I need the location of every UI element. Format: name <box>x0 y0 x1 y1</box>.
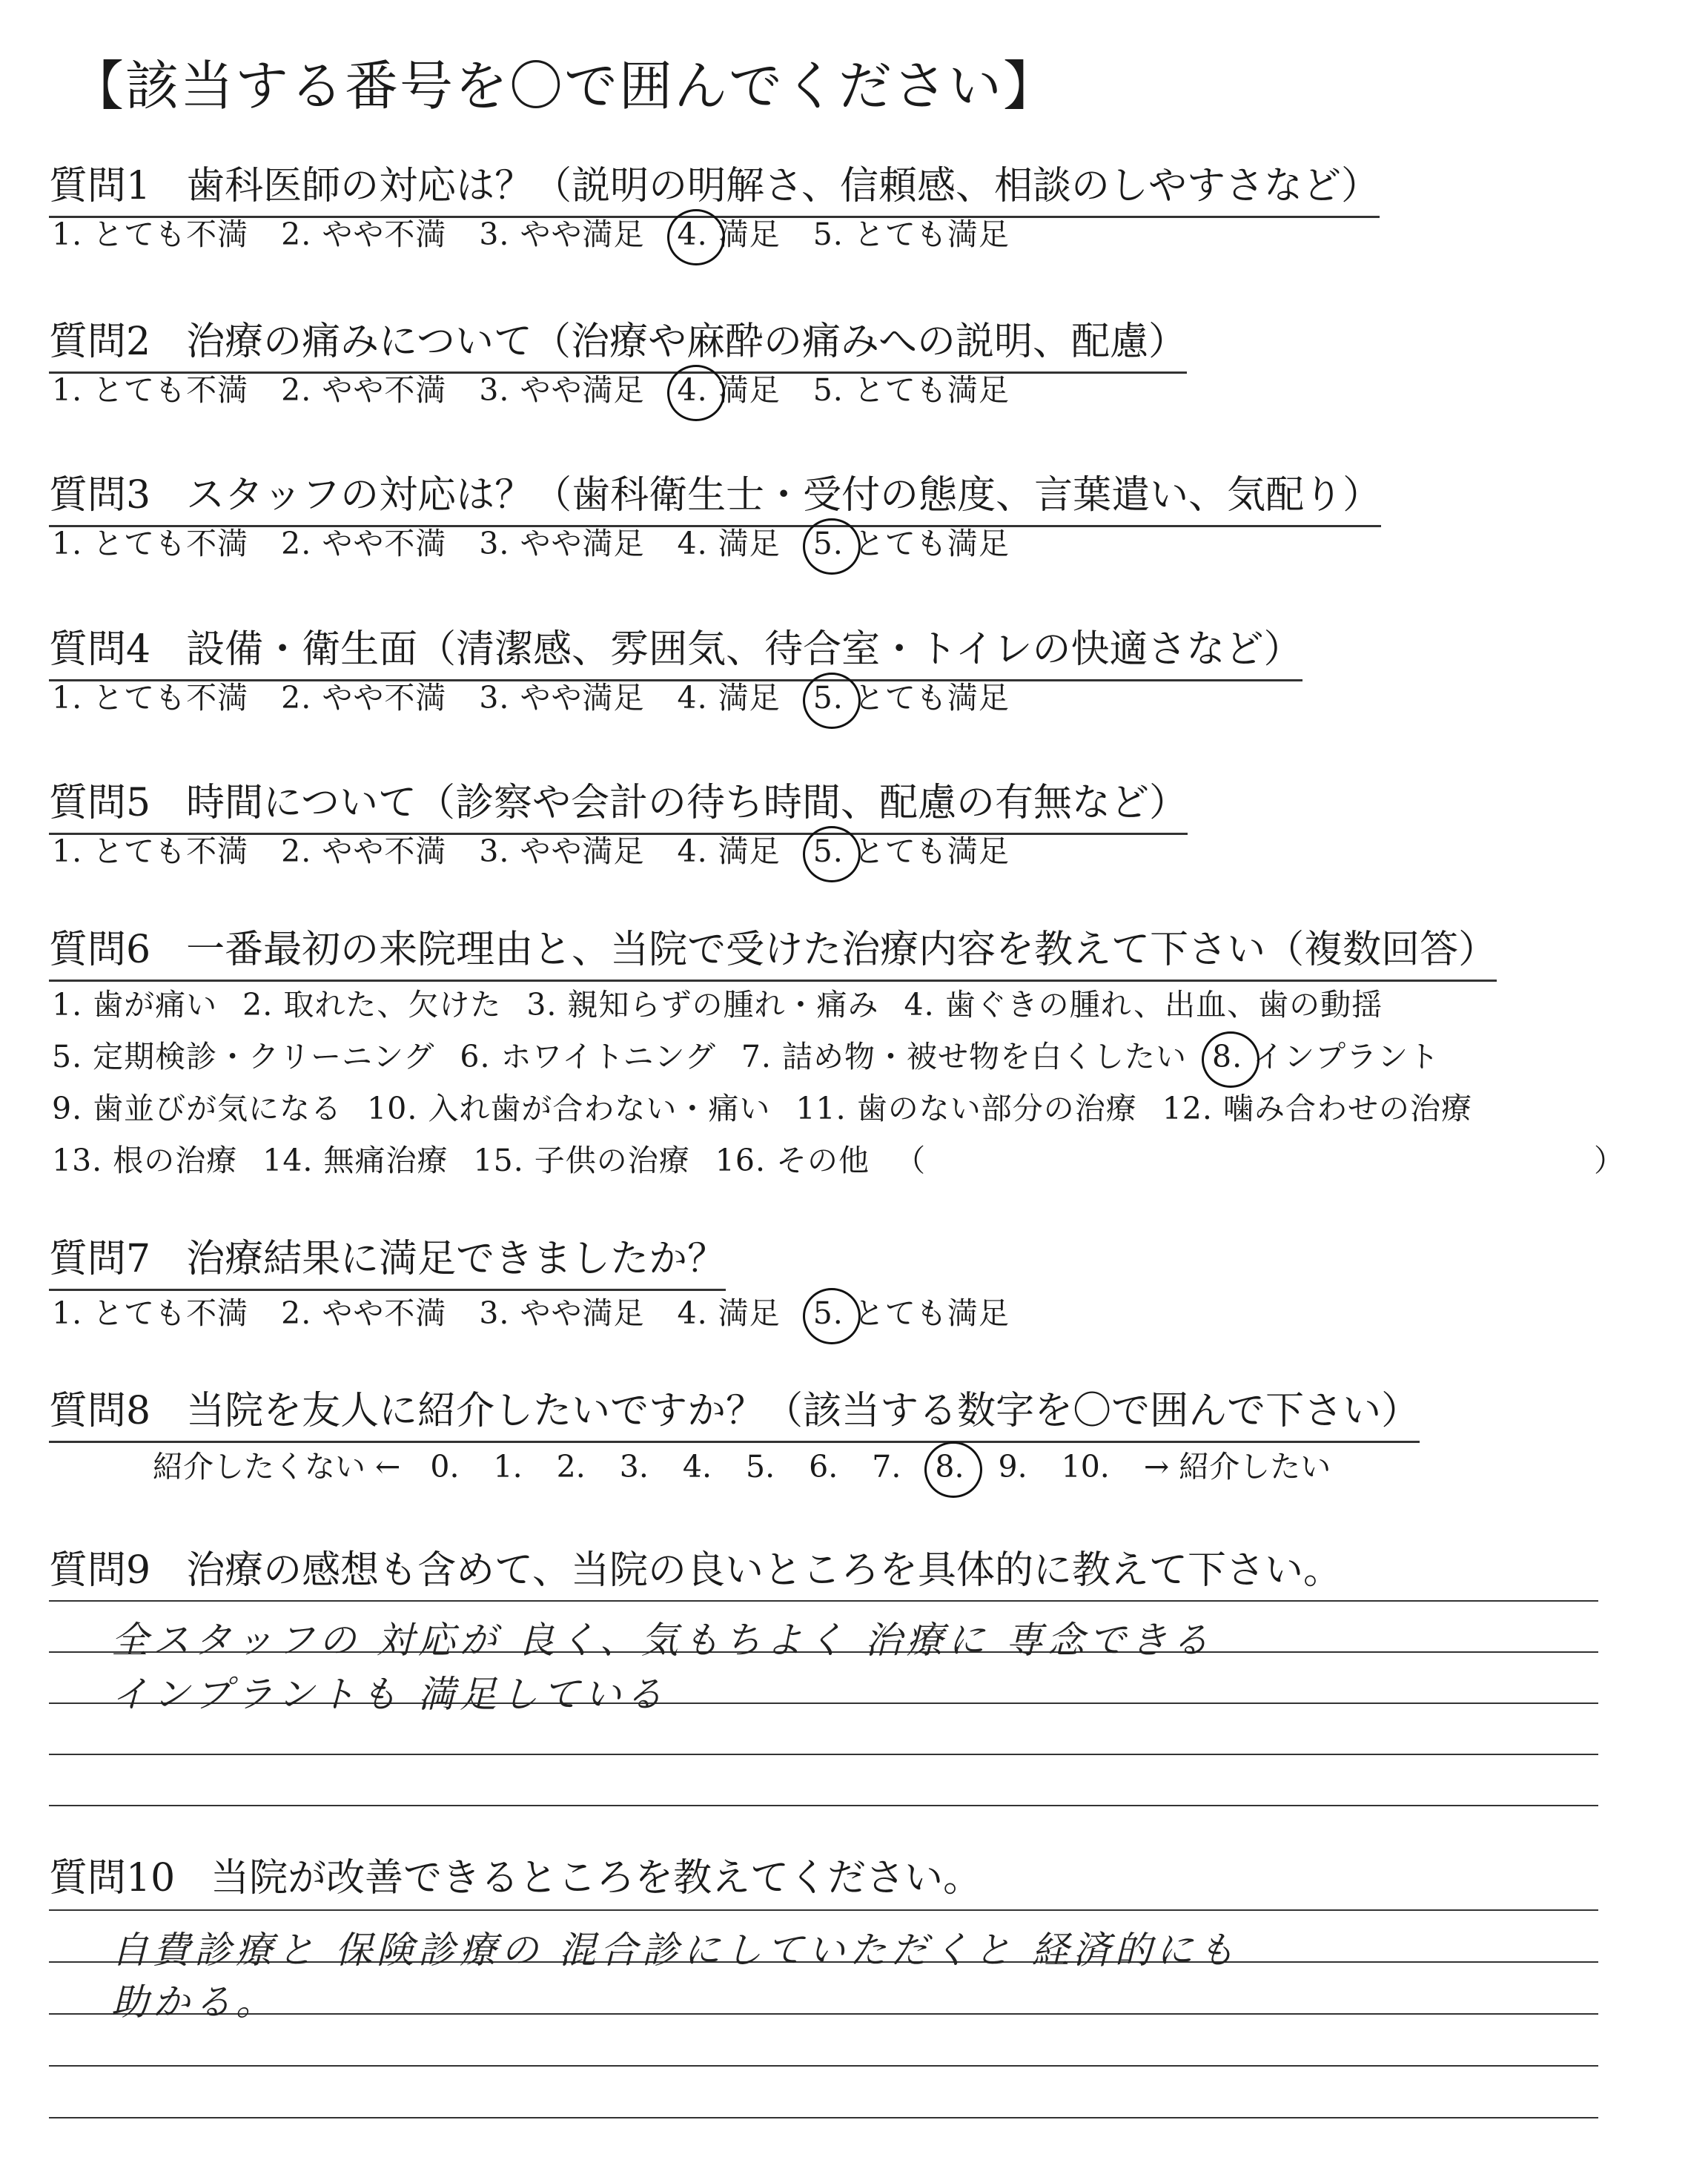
q7-option <box>281 1289 446 1332</box>
q2-option <box>479 366 644 409</box>
q7-options <box>52 1289 1042 1332</box>
q1-option-number: 2. <box>281 217 312 252</box>
q1-option-label: とても不満 <box>93 217 249 252</box>
q10-rule <box>49 2117 1598 2118</box>
q2-option <box>52 366 248 409</box>
q9-rule <box>49 1600 1598 1602</box>
q4-option-label: やや満足 <box>520 680 645 716</box>
q8-scale-value <box>935 1449 964 1484</box>
q4-title <box>49 618 1302 681</box>
q4-option-label: とても満足 <box>853 680 1010 716</box>
q8-scale-number: 6. <box>809 1449 838 1484</box>
q3-option <box>678 519 781 563</box>
q6-option <box>242 980 501 1024</box>
page-heading: 【該当する番号を〇で囲んでください】 <box>70 55 1059 117</box>
q1-options <box>52 210 1042 254</box>
q4-option-number: 4. <box>677 680 708 716</box>
q5-option-label: とても不満 <box>93 833 249 869</box>
q6-option <box>795 1084 1136 1128</box>
q6-option-label: 歯のない部分の治療 <box>856 1091 1137 1126</box>
q5-text: 時間について（診察や会計の待ち時間、配慮の有無など） <box>186 781 1188 825</box>
q3-option <box>281 519 446 563</box>
q3-option-label: やや満足 <box>520 526 645 561</box>
q6-option-label: 歯ぐきの腫れ、出血、歯の動揺 <box>944 987 1383 1023</box>
q8-scale-value <box>430 1449 459 1484</box>
q8-scale-number: 8. <box>935 1449 964 1484</box>
q1-option <box>678 210 781 254</box>
q3-option-label: とても満足 <box>853 526 1010 561</box>
q6-option-label: 取れた、欠けた <box>283 987 502 1023</box>
q8-scale-number: 5. <box>746 1449 775 1484</box>
q9-answer-line-2: インプラントも 満足している <box>111 1673 667 1716</box>
q9-number: 質問9 <box>49 1548 151 1593</box>
q1-option <box>281 210 446 254</box>
q6-option-label: その他 <box>776 1143 870 1178</box>
q8-scale-value <box>746 1449 775 1484</box>
q3-option-label: 満足 <box>718 526 781 561</box>
q6-option-label: 定期検診・クリーニング <box>93 1039 435 1074</box>
q8-scale-number: 7. <box>872 1449 901 1484</box>
q8-right-label: → 紹介したい <box>1143 1449 1331 1484</box>
q7-title <box>49 1227 726 1291</box>
q6-option-label: 歯が痛い <box>93 987 218 1023</box>
q8-number: 質問8 <box>49 1389 151 1433</box>
q4-option-label: とても不満 <box>93 680 249 716</box>
q5-option-number: 2. <box>281 833 312 869</box>
q6-title <box>49 918 1497 982</box>
q5-option-number: 5. <box>812 833 844 869</box>
q9-rule <box>49 1805 1598 1806</box>
q4-option-number: 1. <box>52 680 83 716</box>
q3-option-label: とても不満 <box>93 526 249 561</box>
q1-text: 歯科医師の対応は？（説明の明解さ、信頼感、相談のしやすさなど） <box>186 164 1380 208</box>
q6-option-label: ホワイトニング <box>500 1039 716 1074</box>
q9-text: 治療の感想も含めて、当院の良いところを具体的に教えて下さい。 <box>186 1548 1343 1593</box>
q5-option-label: 満足 <box>718 833 781 869</box>
q8-scale-value <box>809 1449 838 1484</box>
q7-option-number: 4. <box>677 1295 708 1331</box>
q3-option <box>813 519 1010 563</box>
q5-option <box>281 827 446 871</box>
q6-option-label: 子供の治療 <box>534 1143 690 1178</box>
q2-title <box>49 310 1187 374</box>
q9-title <box>49 1539 1342 1600</box>
q6-option-number: 15. <box>473 1143 524 1178</box>
q6-row <box>52 1032 1465 1076</box>
q8-text: 当院を友人に紹介したいですか？（該当する数字を〇で囲んで下さい） <box>186 1389 1420 1433</box>
q6-option <box>52 980 217 1024</box>
q2-option <box>281 366 446 409</box>
q10-rule <box>49 2065 1598 2067</box>
q4-option <box>52 673 248 717</box>
q2-option-label: とても不満 <box>93 372 249 408</box>
q9-answer-line-1: 全スタッフの 対応が 良く、気もちよく 治療に 専念できる <box>111 1619 1214 1662</box>
q6-option-number: 5. <box>52 1039 83 1074</box>
q3-option-number: 4. <box>677 526 708 561</box>
q6-row <box>52 980 1408 1024</box>
q8-scale-value <box>557 1449 586 1484</box>
q2-option-label: 満足 <box>718 372 781 408</box>
q8-scale-value <box>1062 1449 1110 1484</box>
q6-number: 質問6 <box>49 928 151 972</box>
q7-option-label: とても不満 <box>93 1295 249 1331</box>
q10-answer-line-2: 助かる。 <box>111 1981 277 2024</box>
q4-option-number: 2. <box>281 680 312 716</box>
q6-other-close-paren: ） <box>1594 1143 1625 1178</box>
q1-option-number: 4. <box>677 217 708 252</box>
q7-option-label: やや不満 <box>322 1295 447 1331</box>
q6-option <box>526 980 878 1024</box>
q6-option-label: 無痛治療 <box>323 1143 448 1178</box>
q4-option-label: やや不満 <box>322 680 447 716</box>
q6-option <box>904 980 1383 1024</box>
q6-option-label: 根の治療 <box>113 1143 238 1178</box>
q6-option <box>52 1136 237 1180</box>
q8-scale-number: 1. <box>493 1449 523 1484</box>
q4-option-number: 3. <box>479 680 510 716</box>
q2-number: 質問2 <box>49 320 151 364</box>
q3-text: スタッフの対応は？（歯科衛生士・受付の態度、言葉遣い、気配り） <box>186 473 1382 518</box>
q6-option-label: 入れ歯が合わない・痛い <box>428 1091 771 1126</box>
q6-row <box>52 1084 1497 1128</box>
q4-option <box>678 673 781 717</box>
q7-option <box>813 1289 1010 1332</box>
q4-option-number: 5. <box>812 680 844 716</box>
q2-option-number: 4. <box>677 372 708 408</box>
q8-scale-number: 2. <box>556 1449 586 1484</box>
q4-text: 設備・衛生面（清潔感、雰囲気、待合室・トイレの快適さなど） <box>186 627 1302 672</box>
q3-option <box>479 519 644 563</box>
q4-options <box>52 673 1042 717</box>
q4-option <box>813 673 1010 717</box>
q7-option <box>479 1289 644 1332</box>
q1-option <box>52 210 248 254</box>
q1-option-label: やや不満 <box>322 217 447 252</box>
q5-option-number: 3. <box>479 833 510 869</box>
q5-option-label: やや満足 <box>520 833 645 869</box>
q8-scale-number: 0. <box>430 1449 460 1484</box>
q8-scale-value <box>683 1449 712 1484</box>
q3-option-number: 5. <box>812 526 844 561</box>
q6-option <box>460 1032 715 1076</box>
q6-option <box>741 1032 1187 1076</box>
q6-option-number: 4. <box>904 987 935 1023</box>
q3-option-number: 1. <box>52 526 83 561</box>
q5-option-number: 1. <box>52 833 83 869</box>
q6-option <box>52 1032 434 1076</box>
q6-other-open-paren: （ <box>895 1143 927 1178</box>
q3-option <box>52 519 248 563</box>
q3-title <box>49 463 1381 527</box>
q7-option-number: 2. <box>281 1295 312 1331</box>
q1-option-number: 1. <box>52 217 83 252</box>
q1-option-number: 3. <box>479 217 510 252</box>
q3-option-label: やや不満 <box>322 526 447 561</box>
q6-option <box>715 1136 870 1180</box>
q10-rule <box>49 1909 1598 1911</box>
q6-option <box>474 1136 690 1180</box>
q7-option-label: とても満足 <box>853 1295 1010 1331</box>
q5-option <box>678 827 781 871</box>
q7-text: 治療結果に満足できましたか？ <box>186 1237 726 1281</box>
q2-options <box>52 366 1042 409</box>
q6-option-label: 詰め物・被せ物を白くしたい <box>782 1039 1188 1074</box>
q6-option-number: 6. <box>460 1039 491 1074</box>
q6-option-number: 3. <box>526 987 557 1023</box>
q7-option-label: やや満足 <box>520 1295 645 1331</box>
q8-scale-number: 3. <box>619 1449 649 1484</box>
q5-option-label: とても満足 <box>853 833 1010 869</box>
q5-option-label: やや不満 <box>322 833 447 869</box>
q2-option-label: やや不満 <box>322 372 447 408</box>
q6-option-number: 16. <box>715 1143 767 1178</box>
q7-option-number: 5. <box>812 1295 844 1331</box>
q5-option <box>813 827 1010 871</box>
q8-left-label: 紹介したくない ← <box>153 1449 401 1484</box>
q6-option-number: 14. <box>262 1143 314 1178</box>
q4-option <box>281 673 446 717</box>
q2-text: 治療の痛みについて（治療や麻酔の痛みへの説明、配慮） <box>186 320 1188 364</box>
q10-title <box>49 1846 982 1908</box>
q2-option-label: やや満足 <box>520 372 645 408</box>
q2-option-label: とても満足 <box>853 372 1010 408</box>
q1-option <box>813 210 1010 254</box>
q1-title <box>49 154 1380 218</box>
q3-option-number: 3. <box>479 526 510 561</box>
q8-scale-number: 4. <box>682 1449 712 1484</box>
q7-option-number: 1. <box>52 1295 83 1331</box>
q2-option-number: 3. <box>479 372 510 408</box>
q6-option-number: 9. <box>52 1091 83 1126</box>
q5-number: 質問5 <box>49 781 151 825</box>
q6-option-number: 13. <box>52 1143 103 1178</box>
q3-number: 質問3 <box>49 473 151 518</box>
q8-scale-value <box>872 1449 901 1484</box>
q8-scale <box>153 1442 1360 1486</box>
q2-option <box>813 366 1010 409</box>
q8-scale-number: 10. <box>1061 1449 1110 1484</box>
q6-option <box>262 1136 448 1180</box>
q6-option <box>367 1084 770 1128</box>
q10-answer-line-1: 自費診療と 保険診療の 混合診にしていただくと 経済的にも <box>111 1929 1239 1972</box>
q6-option <box>1212 1032 1440 1076</box>
q6-option-number: 11. <box>795 1091 847 1126</box>
q4-option <box>479 673 644 717</box>
q8-scale-value <box>620 1449 649 1484</box>
q1-number: 質問1 <box>49 164 151 208</box>
q4-number: 質問4 <box>49 627 151 672</box>
q10-number: 質問10 <box>49 1856 176 1900</box>
q6-option-number: 8. <box>1212 1039 1243 1074</box>
q5-option <box>52 827 248 871</box>
q3-options <box>52 519 1042 563</box>
q1-option <box>479 210 644 254</box>
q6-option <box>52 1084 342 1128</box>
q6-option-number: 10. <box>367 1091 418 1126</box>
q6-option-label: インプラント <box>1253 1039 1440 1074</box>
q8-scale-number: 9. <box>998 1449 1027 1484</box>
q3-option-number: 2. <box>281 526 312 561</box>
q6-option-number: 1. <box>52 987 83 1023</box>
q6-option-number: 2. <box>242 987 274 1023</box>
q6-option <box>1162 1084 1472 1128</box>
q2-option <box>678 366 781 409</box>
q6-option-number: 7. <box>741 1039 772 1074</box>
q2-option-number: 2. <box>281 372 312 408</box>
q5-option <box>479 827 644 871</box>
q7-option-label: 満足 <box>718 1295 781 1331</box>
q6-option-label: 噛み合わせの治療 <box>1222 1091 1472 1126</box>
q9-rule <box>49 1754 1598 1755</box>
q5-option-number: 4. <box>677 833 708 869</box>
q6-option-label: 歯並びが気になる <box>93 1091 342 1126</box>
q5-options <box>52 827 1042 871</box>
q7-option-number: 3. <box>479 1295 510 1331</box>
q7-option <box>678 1289 781 1332</box>
q4-option-label: 満足 <box>718 680 781 716</box>
q10-rule <box>49 2013 1598 2015</box>
q8-scale-value <box>494 1449 523 1484</box>
q1-option-label: とても満足 <box>853 217 1010 252</box>
q8-scale-value <box>999 1449 1027 1484</box>
q6-option-label: 親知らずの腫れ・痛み <box>567 987 879 1023</box>
q1-option-label: やや満足 <box>520 217 645 252</box>
q2-option-number: 1. <box>52 372 83 408</box>
q6-text: 一番最初の来院理由と、当院で受けた治療内容を教えて下さい（複数回答） <box>186 928 1497 972</box>
q2-option-number: 5. <box>812 372 844 408</box>
q7-number: 質問7 <box>49 1237 151 1281</box>
q6-row <box>52 1136 1625 1180</box>
q1-option-label: 満足 <box>718 217 781 252</box>
q6-option-number: 12. <box>1162 1091 1213 1126</box>
q1-option-number: 5. <box>812 217 844 252</box>
q8-title <box>49 1379 1420 1443</box>
q7-option <box>52 1289 248 1332</box>
q5-title <box>49 771 1188 835</box>
q10-text: 当院が改善できるところを教えてください。 <box>211 1856 982 1900</box>
